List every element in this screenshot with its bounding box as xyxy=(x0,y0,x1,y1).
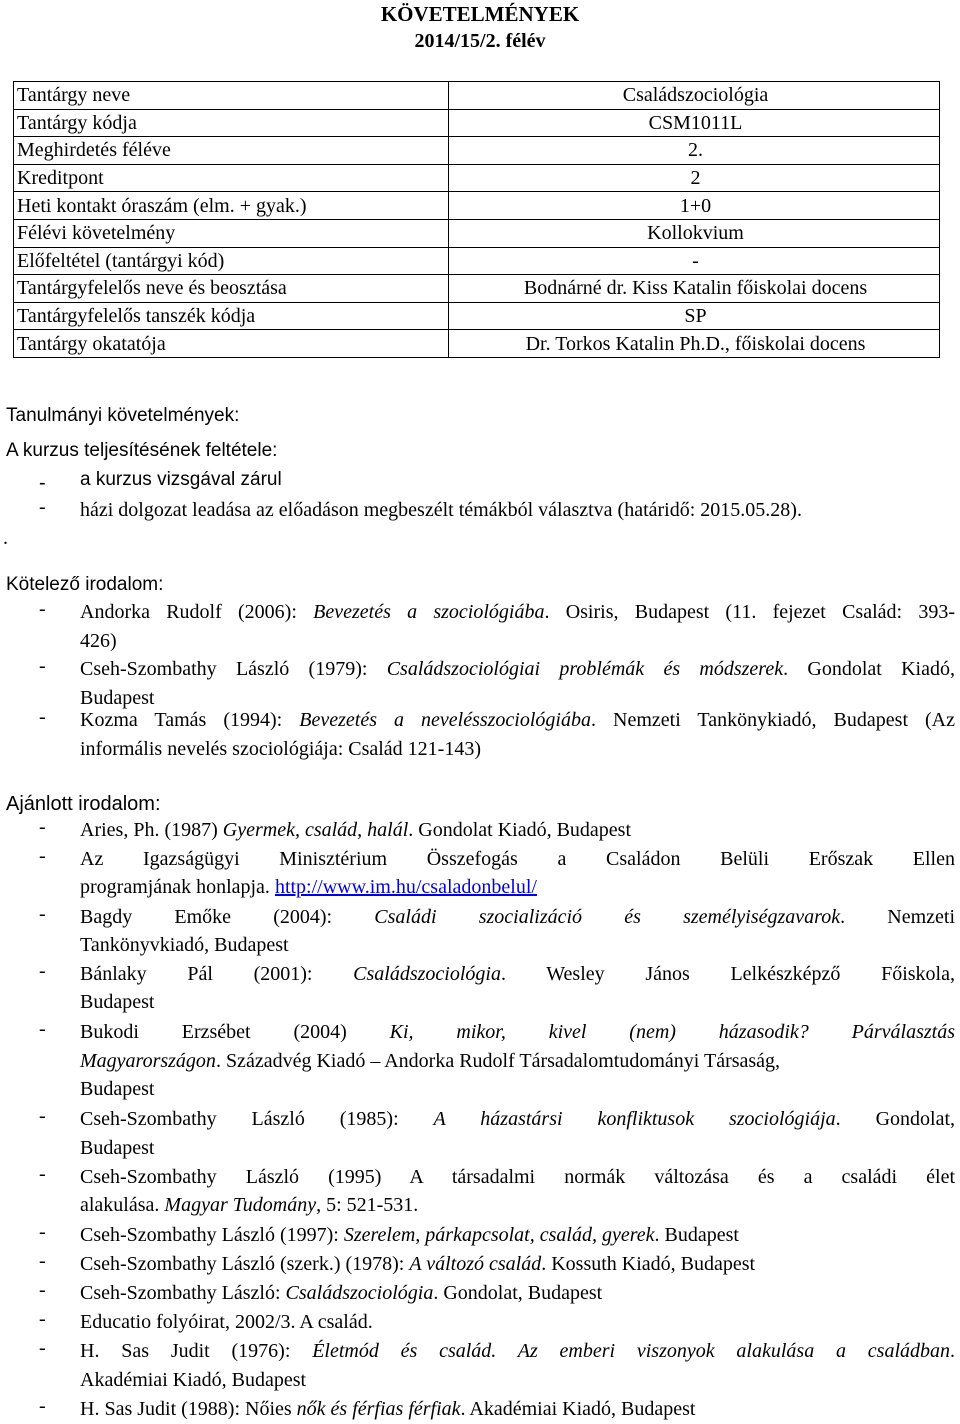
ref-text: Educatio folyóirat, 2002/3. A család. xyxy=(80,1311,373,1333)
ref-text: Szerelem, párkapcsolat, család, gyerek xyxy=(343,1224,655,1246)
reference-item xyxy=(80,1279,955,1307)
ref-text: Családszociológia xyxy=(285,1282,434,1304)
ref-text: . Budapest xyxy=(654,1224,739,1246)
reference-item xyxy=(80,873,955,901)
ref-text: . Nemzeti xyxy=(840,906,956,928)
info-label: Heti kontakt óraszám (elm. + gyak.) xyxy=(14,192,449,220)
bullet: - xyxy=(39,845,46,867)
bullet: - xyxy=(39,598,46,620)
info-row xyxy=(14,275,940,303)
ref-text: Családszociológiai problémák és módszerek xyxy=(386,658,784,680)
reference-item xyxy=(80,1366,955,1394)
ref-text: Bevezetés a szociológiába xyxy=(313,601,545,623)
info-value: Dr. Torkos Katalin Ph.D., főiskolai docens xyxy=(449,330,940,358)
document-term: 2014/15/2. félév xyxy=(414,30,546,52)
info-label: Előfeltétel (tantárgyi kód) xyxy=(14,247,449,275)
info-row xyxy=(14,82,940,110)
bullet: - xyxy=(39,816,46,838)
ref-text: . Gondolat Kiadó, xyxy=(783,658,955,680)
ref-text: Bánlaky Pál (2001): xyxy=(80,963,354,985)
bullet: - xyxy=(39,1163,46,1185)
info-value: Családszociológia xyxy=(449,82,940,110)
info-label: Tantárgy neve xyxy=(14,82,449,110)
bullet: - xyxy=(39,1395,46,1417)
reference-item xyxy=(80,1163,955,1191)
ref-text: A házastársi konfliktusok szociológiája xyxy=(433,1108,836,1130)
info-value: 2. xyxy=(449,137,940,165)
ref-text: Cseh-Szombathy László (1985): xyxy=(80,1108,434,1130)
bullet: - xyxy=(39,655,46,677)
reference-item xyxy=(80,1134,955,1162)
info-value: Kollokvium xyxy=(449,219,940,247)
info-value: - xyxy=(449,247,940,275)
reference-item xyxy=(80,845,955,873)
reference-item xyxy=(80,1250,955,1278)
info-label: Tantárgy kódja xyxy=(14,109,449,137)
bullet: - xyxy=(39,1308,46,1330)
ref-text: . Gondolat, Budapest xyxy=(433,1282,603,1304)
bullet: - xyxy=(39,903,46,925)
ref-text: H. Sas Judit (1988): xyxy=(80,1398,245,1420)
requirement-item: házi dolgozat leadása az előadáson megbeszélt témákból választva (határidő: 2015.05.28). xyxy=(80,499,802,521)
ref-text: Budapest xyxy=(80,991,155,1013)
info-label: Tantárgyfelelős tanszék kódja xyxy=(14,302,449,330)
bullet: - xyxy=(39,1018,46,1040)
reference-item xyxy=(80,655,955,683)
reference-item xyxy=(80,1018,955,1046)
reference-item xyxy=(80,1191,955,1219)
ref-text: Családszociológia xyxy=(353,963,501,985)
reference-item xyxy=(80,931,955,959)
reference-item xyxy=(80,1221,955,1249)
info-row xyxy=(14,219,940,247)
requirements-heading: Tanulmányi követelmények: xyxy=(6,405,240,426)
website-link[interactable]: http://www.im.hu/csaladonbelul/ xyxy=(274,876,537,898)
requirements-intro: A kurzus teljesítésének feltétele: xyxy=(6,440,278,461)
ref-text: Bagdy Emőke (2004): xyxy=(80,906,375,928)
course-info-table xyxy=(13,81,940,358)
reference-item xyxy=(80,816,955,844)
ref-text: Cseh-Szombathy László (szerk.) (1978): xyxy=(80,1253,410,1275)
info-row xyxy=(14,192,940,220)
info-value: CSM1011L xyxy=(449,109,940,137)
ref-text: Családi szocializáció és személyiségzavarok xyxy=(374,906,841,928)
ref-text: . Nemzeti Tankönykiadó, Budapest (Az xyxy=(590,709,955,731)
ref-text: Magyar Tudomány xyxy=(164,1194,317,1216)
ref-text: A változó család xyxy=(409,1253,542,1275)
ref-text: H. Sas Judit (1976): xyxy=(80,1340,313,1362)
ref-text: Kozma Tamás (1994): xyxy=(80,709,300,731)
stray-dot: . xyxy=(3,527,8,549)
reference-item xyxy=(80,1105,955,1133)
info-value: SP xyxy=(449,302,940,330)
ref-text: Ki, mikor, kivel (nem) házasodik? Párválasztás xyxy=(389,1021,955,1043)
ref-text: alakulása. xyxy=(80,1194,165,1216)
info-row xyxy=(14,137,940,165)
ref-text: Gyermek, család, halál xyxy=(222,819,409,841)
bullet: - xyxy=(39,1250,46,1272)
ref-text: . Kossuth Kiadó, Budapest xyxy=(541,1253,756,1275)
reference-item xyxy=(80,598,955,626)
ref-text: Bukodi Erzsébet (2004) xyxy=(80,1021,390,1043)
ref-text: . Gondolat, xyxy=(835,1108,956,1130)
reference-item xyxy=(80,1337,955,1365)
info-label: Tantárgyfelelős neve és beosztása xyxy=(14,275,449,303)
ref-text: Cseh-Szombathy László (1995) A társadalmi normák változása és a családi élet xyxy=(80,1166,955,1188)
info-row xyxy=(14,109,940,137)
info-value: Bodnárné dr. Kiss Katalin főiskolai docens xyxy=(449,275,940,303)
ref-text: Cseh-Szombathy László (1979): xyxy=(80,658,387,680)
ref-text: Andorka Rudolf (2006): xyxy=(80,601,314,623)
reference-item xyxy=(80,735,955,763)
reference-item xyxy=(80,903,955,931)
ref-text: . Osiris, Budapest (11. fejezet Család: 393- xyxy=(544,601,955,623)
reference-item xyxy=(80,1075,955,1103)
ref-text: . Akadémiai Kiadó, Budapest xyxy=(460,1398,696,1420)
ref-text: . Wesley János Lelkészképző Főiskola, xyxy=(500,963,955,985)
info-value: 1+0 xyxy=(449,192,940,220)
ref-text: informális nevelés szociológiája: Család 121-143) xyxy=(80,738,482,760)
ref-text: Bevezetés a nevelésszociológiába xyxy=(299,709,591,731)
ref-text: Akadémiai Kiadó, Budapest xyxy=(80,1369,307,1391)
reference-item xyxy=(80,627,955,655)
info-row xyxy=(14,330,940,358)
bullet: - xyxy=(39,706,46,728)
ref-text: . xyxy=(950,1340,955,1362)
bullet: - xyxy=(39,960,46,982)
ref-text: Budapest xyxy=(80,1137,155,1159)
reference-item xyxy=(80,988,955,1016)
document-title: KÖVETELMÉNYEK xyxy=(380,2,580,26)
bullet: - xyxy=(39,1279,46,1301)
ref-text: Cseh-Szombathy László (1997): xyxy=(80,1224,344,1246)
bullet: - xyxy=(39,472,46,494)
info-row xyxy=(14,247,940,275)
ref-text: Tankönyvkiadó, Budapest xyxy=(80,934,289,956)
reference-item xyxy=(80,1047,955,1075)
info-label: Kreditpont xyxy=(14,164,449,192)
ref-text: . Gondolat Kiadó, Budapest xyxy=(408,819,632,841)
bullet: - xyxy=(39,1221,46,1243)
reference-item xyxy=(80,960,955,988)
bullet: - xyxy=(39,496,46,518)
ref-text: Budapest xyxy=(80,687,155,709)
mandatory-heading: Kötelező irodalom: xyxy=(6,574,164,595)
ref-text: 426) xyxy=(80,630,117,652)
ref-text: Életmód és család. Az emberi viszonyok alakulása a családban xyxy=(312,1340,950,1362)
ref-text: Cseh-Szombathy László: xyxy=(80,1282,286,1304)
ref-text: Magyarországon xyxy=(80,1050,216,1072)
info-value: 2 xyxy=(449,164,940,192)
ref-text: , 5: 521-531. xyxy=(316,1194,419,1216)
ref-text: Az Igazságügyi Minisztérium Összefogás a Családon Belüli Erőszak Ellen xyxy=(80,848,955,870)
info-label: Félévi követelmény xyxy=(14,219,449,247)
requirement-item: a kurzus vizsgával zárul xyxy=(80,469,282,490)
ref-text: nők és férfias férfiak xyxy=(296,1398,461,1420)
recommended-heading: Ajánlott irodalom: xyxy=(6,793,161,815)
info-label: Tantárgy okatatója xyxy=(14,330,449,358)
ref-text: Aries, Ph. (1987) xyxy=(80,819,223,841)
info-row xyxy=(14,164,940,192)
ref-text: . Századvég Kiadó – Andorka Rudolf Társadalomtudományi Társaság, xyxy=(215,1050,781,1072)
ref-text: Nőies xyxy=(245,1398,297,1420)
ref-text: programjának honlapja. xyxy=(80,876,275,898)
reference-item xyxy=(80,706,955,734)
bullet: - xyxy=(39,1105,46,1127)
info-label: Meghirdetés féléve xyxy=(14,137,449,165)
bullet: - xyxy=(39,1337,46,1359)
ref-text: Budapest xyxy=(80,1078,155,1100)
reference-item xyxy=(80,1395,955,1423)
reference-item xyxy=(80,1308,955,1336)
info-row xyxy=(14,302,940,330)
